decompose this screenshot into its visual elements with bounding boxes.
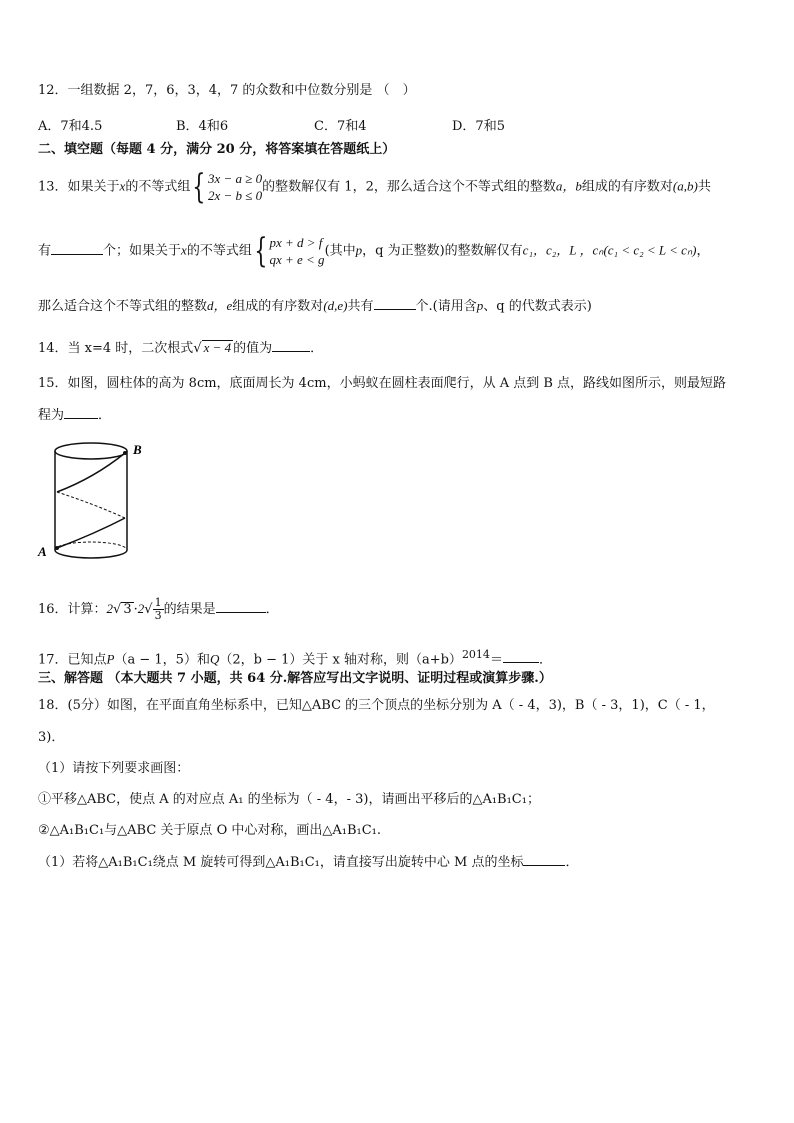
q18-sub-1: （1）请按下列要求画图： xyxy=(38,761,190,776)
answer-blank xyxy=(64,406,98,419)
cylinder-top-ellipse xyxy=(55,443,127,459)
q13-line-2: 有 个；如果关于x的不等式组{ px + d > f qx + e < g (其中p，q 为正整数)的整数解仅有c₁，c₂，L ，cₙ(c₁ < c₂ < L < cₙ)， xyxy=(38,231,710,271)
fraction: $\frac{1}{3}$ xyxy=(154,596,162,622)
q16: 16．计算：2√ 3 ·2√ $\frac{1}{3}$ 的结果是 ． xyxy=(38,596,279,622)
answer-blank xyxy=(523,853,565,866)
ant-path-front xyxy=(57,453,125,548)
q18-item-2: ②△A₁B₁C₁与△ABC 关于原点 O 中心对称，画出△A₁B₁C₁. xyxy=(38,823,382,838)
inequality-system-1: 3x − a ≥ 0 2x − b ≤ 0 xyxy=(207,171,263,203)
q18-line-2: 3)． xyxy=(38,730,65,745)
answer-blank xyxy=(374,297,416,310)
q13-line-1: 13．如果关于x的不等式组{ 3x − a ≥ 0 2x − b ≤ 0 的整数解仅有 1，2，那么适合这个不等式组的整数a，b组成的有序数对(a,b)共 xyxy=(38,167,711,207)
cylinder-figure xyxy=(34,436,154,566)
q13-line-3: 那么适合这个不等式组的整数d，e组成的有序数对(d,e)共有 个.(请用含p、q 的代数式表示) xyxy=(38,298,592,314)
label-a: A xyxy=(38,544,47,559)
section-3-heading: 三、解答题 （本大题共 7 小题，共 64 分.解答应写出文字说明、证明过程或演算步骤.） xyxy=(38,671,552,686)
q12-option-c: C．7和4 xyxy=(314,119,367,134)
inequality-system-2: px + d > f qx + e < g xyxy=(269,235,325,267)
point-a-marker xyxy=(55,546,59,550)
q15-line-1: 15．如图，圆柱体的高为 8cm，底面周长为 4cm，小蚂蚁在圆柱表面爬行，从 A 点到 B 点，路线如图所示，则最短路 xyxy=(38,376,727,391)
cylinder-bottom-back xyxy=(55,542,127,550)
radical-symbol: √ xyxy=(193,341,202,356)
ant-path-back xyxy=(57,453,125,518)
q18-sub-2: （1）若将△A₁B₁C₁绕点 M 旋转可得到△A₁B₁C₁，请直接写出旋转中心 M 点的坐标 ． xyxy=(38,855,579,870)
point-b-marker xyxy=(123,451,127,455)
q12-stem: 12．一组数据 2，7，6，3，4，7 的众数和中位数分别是 （ ） xyxy=(38,83,416,98)
q12-option-b: B．4和6 xyxy=(176,119,229,134)
q15-line-2: 程为 ． xyxy=(38,408,112,423)
q18-line-1: 18．(5分）如图，在平面直角坐标系中，已知△ABC 的三个顶点的坐标分别为 A（ - 4，3)，B（ - 3，1)，C（ - 1， xyxy=(38,698,715,713)
q12-option-a: A．7和4.5 xyxy=(38,119,103,134)
answer-blank xyxy=(272,339,310,352)
answer-blank xyxy=(216,600,266,613)
brace-symbol: { xyxy=(192,167,206,207)
label-b: B xyxy=(133,442,142,457)
brace-symbol: { xyxy=(254,231,268,271)
answer-blank xyxy=(503,650,539,663)
answer-blank xyxy=(51,242,103,255)
cylinder-bottom-front xyxy=(55,550,127,558)
q14: 14．当 x=4 时，二次根式√ x − 4 的值为 ． xyxy=(38,340,324,356)
q17: 17．已知点P（a − 1，5）和Q（2，b − 1）关于 x 轴对称，则$(a+b)^{2014}=$ ． xyxy=(38,648,552,668)
q12-option-d: D．7和5 xyxy=(452,119,505,134)
section-2-heading: 二、填空题（每题 4 分，满分 20 分，将答案填在答题纸上） xyxy=(38,142,396,157)
q18-item-1: ①平移△ABC，使点 A 的对应点 A₁ 的坐标为（ - 4，- 3)，请画出平移后的△A₁B₁C₁； xyxy=(38,792,540,807)
